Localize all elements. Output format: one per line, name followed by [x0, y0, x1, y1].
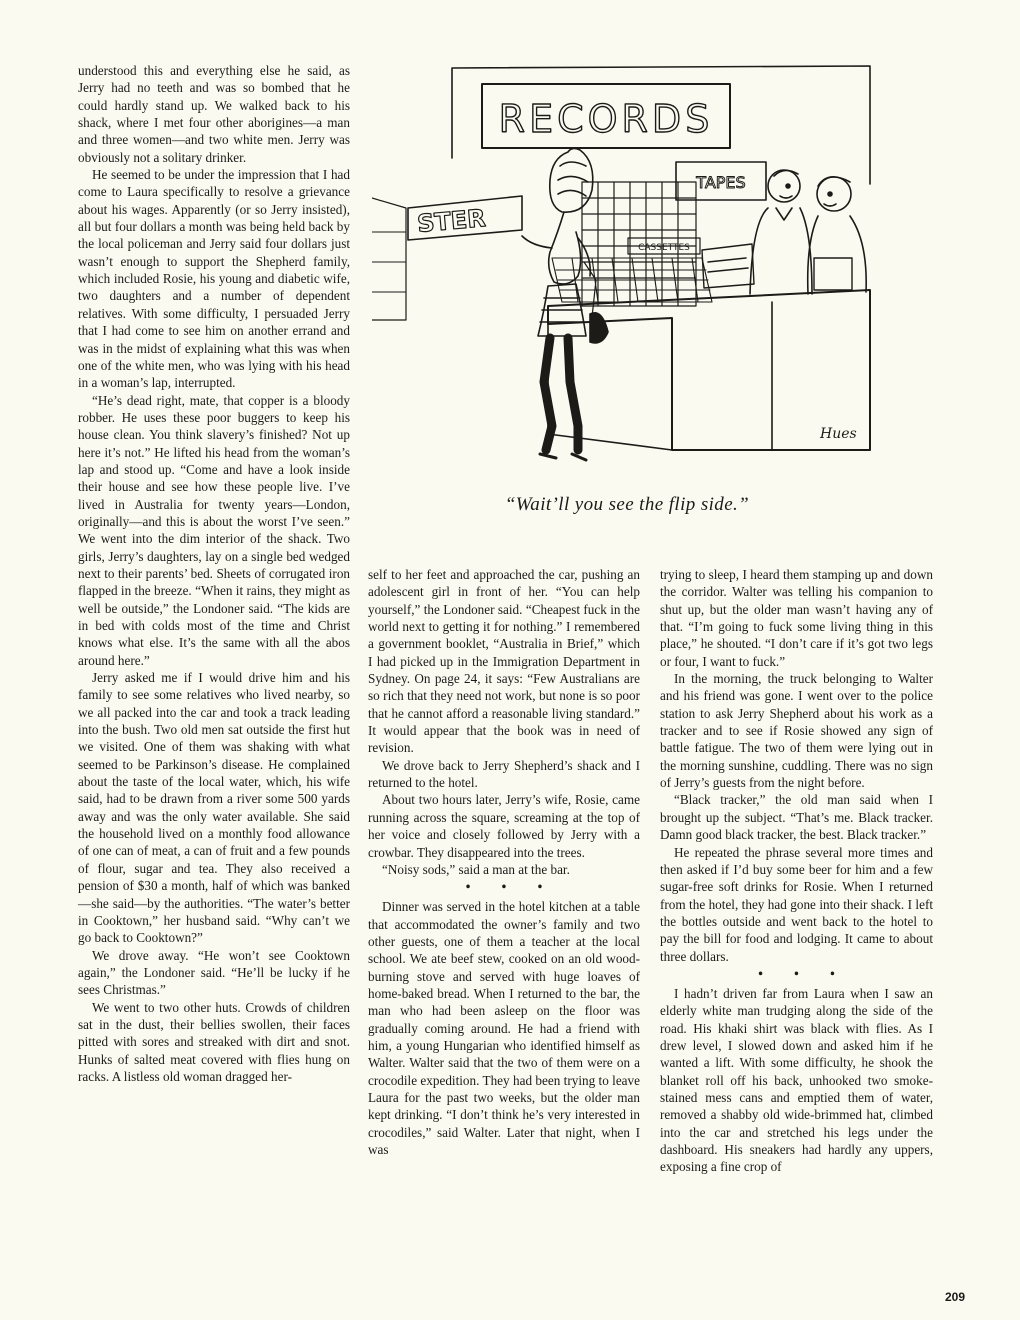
paragraph: He seemed to be under the impression that I had come to Laura specifically to resolve a grievance about his wages. Apparently (or so Jerry insisted), all but four dollars a month was being held back by the local policeman and Jerry said four dollars just wasn’t enough to support the Shepherd family, which included Rosie, his young and diabetic wife, two daughters and a number of dependent relatives. With some difficulty, I persuaded Jerry that I had come to see him on another errand and was in the midst of explaining what this was when one of the white men, who was lying with his head in a woman’s lap, interrupted. [78, 167, 350, 391]
article-column-middle [368, 566, 640, 1158]
paragraph: Jerry asked me if I would drive him and his family to see some relatives who lived nearby, so we all packed into the car and took a track leading into the bush. Two old men sat outside the first hut we visited. One of them was shaking with what seemed to be Parkinson’s disease. He complained about the taste of the local water, which, his wife said, had to be drawn from a river some 500 yards away and was the only water available. She said the household lived on a monthly food allowance of one can of meat, a can of fruit and a few pounds of flour, sugar and tea. They also received a pension of $30 a month, half of which was banked—she said—by the authorities. “The water’s better in Cooktown,” her husband said. “Why can’t we go back to Cooktown?” [78, 670, 350, 946]
paragraph: In the morning, the truck belonging to Walter and his friend was gone. I went over to the police station to ask Jerry Shepherd about his work as a tracker and to see if Rosie showed any sign of battle fatigue. The two of them were lying out in the morning sunshine, cuddling. There was no sign of Jerry’s guests from the night before. [660, 671, 933, 791]
records-sign-text: RECORDS [498, 97, 714, 141]
paragraph: “He’s dead right, mate, that copper is a bloody robber. He uses these poor buggers to keep his house clean. You think slavery’s finished? Not up here it’s not.” He lifted his head from the woman’s lap and stood up. “Come and have a look inside their house and see how these people live. I’ve lived in Australia for twenty years—London, originally—and this is about the worst I’ve seen.” We went into the dim interior of the shack. Two girls, Jerry’s daughters, lay on a single bed wedged next to their parents’ bed. Sheets of corrugated iron flapped in the breeze. “When it rains, they might as well be outside,” the Londoner said. “The kids are in bed with colds most of the time and Christ knows what else. It’s the same with all the abos around here.” [78, 392, 350, 668]
cassettes-sign-text: CASSETTES [638, 243, 690, 253]
paragraph: “Noisy sods,” said a man at the bar. [382, 861, 570, 877]
paragraph: We drove back to Jerry Shepherd’s shack and I returned to the hotel. [368, 757, 640, 791]
article-column-right [660, 566, 933, 1176]
section-break: • • • [465, 879, 557, 895]
paragraph: understood this and everything else he said, as Jerry had no teeth and was so bombed that he could hardly stand up. We walked back to his shack, where I met four other aborigines—a man and three women—and two white men. Jerry was obviously not a solitary drinker. [78, 63, 350, 165]
artist-signature: Hues [820, 426, 857, 442]
paragraph: trying to sleep, I heard them stamping up and down the corridor. Walter was telling his companion to shut up, but the older man wasn’t having any of that. “I’m going to fuck some living thing in this place,” he shouted. “I don’t care if it’s got two legs or four, I want to fuck.” [660, 567, 933, 669]
paragraph: “Black tracker,” the old man said when I brought up the subject. “That’s me. Black tracker. Damn good black tracker, the best. Black tracker.” [660, 792, 933, 843]
cartoon-caption: “Wait’ll you see the flip side.” [504, 494, 750, 515]
cash-register [702, 244, 754, 288]
paragraph: We drove away. “He won’t see Cooktown again,” the Londoner said. “He’ll be lucky if he sees Christmas.” [78, 947, 350, 998]
salesmen [750, 170, 866, 294]
paragraph: Dinner was served in the hotel kitchen at a table that accommodated the owner’s family and two other guests, one of them a teacher at the local school. We ate beef stew, cooked on an old wood-burning stove and served with huge loaves of home-baked bread. When I returned to the bar, the man who had been asleep on the floor was gradually coming around. He had a friend with him, a young Hungarian who identified himself as Walter. Walter said that the two of them were on a crocodile expedition. They had been trying to leave Laura for the past two weeks, but the older man kept drinking. “I don’t think he’s very interested in crocodiles,” said Walter. Later that night, when I was [368, 899, 640, 1157]
cartoon-illustration [372, 62, 882, 500]
paragraph: self to her feet and approached the car, pushing an adolescent girl in front of her. “You can help yourself,” the Londoner said. “Cheapest fuck in the world next to getting it for nothing.” I remembered a government booklet, “Australia in Brief,” which I had picked up in the Immigration Department in Sydney. On page 24, it says: “Few Australians are so rich that they need not work, but none is so poor that he cannot afford a reasonable living standard.” It would appear that the book was in need of revision. [368, 567, 640, 756]
paragraph: I hadn’t driven far from Laura when I saw an elderly white man trudging along the side of the road. His khaki shirt was black with flies. As I drew level, I slowed down and asked him if he wanted a lift. With some difficulty, he shook the blanket roll off his back, unhooked two smoke-stained mess cans and emptied them of water, removed a shabby old wide-brimmed hat, climbed into the car and stretched his legs under the dashboard. His sneakers had hardly any uppers, exposing a fine crop of [660, 985, 933, 1175]
section-break: • • • [758, 965, 849, 981]
paragraph: We went to two other huts. Crowds of children sat in the dust, their bellies swollen, their faces pitted with sores and streaked with dirt and snot. Hunks of salted meat covered with flies hung on racks. A listless old woman dragged her- [78, 999, 350, 1084]
cassette-bins [552, 258, 712, 302]
article-column-left [78, 62, 350, 1085]
stereo-sign-text: STER [416, 204, 487, 238]
tapes-sign-text: TAPES [696, 173, 746, 192]
page-number: 209 [945, 1290, 966, 1304]
paragraph: He repeated the phrase several more times and then asked if I’d buy some beer for him and a few sugar-free soft drinks for Rosie. When I returned from the hotel, they had gone into their shack. I left the bottles outside and went back to the hotel to pay the bill for food and lodging. It came to about three dollars. [660, 844, 933, 964]
paragraph: About two hours later, Jerry’s wife, Rosie, came running across the square, screaming at the top of her voice and closely followed by Jerry with a crowbar. They disappeared into the trees. [368, 792, 640, 860]
